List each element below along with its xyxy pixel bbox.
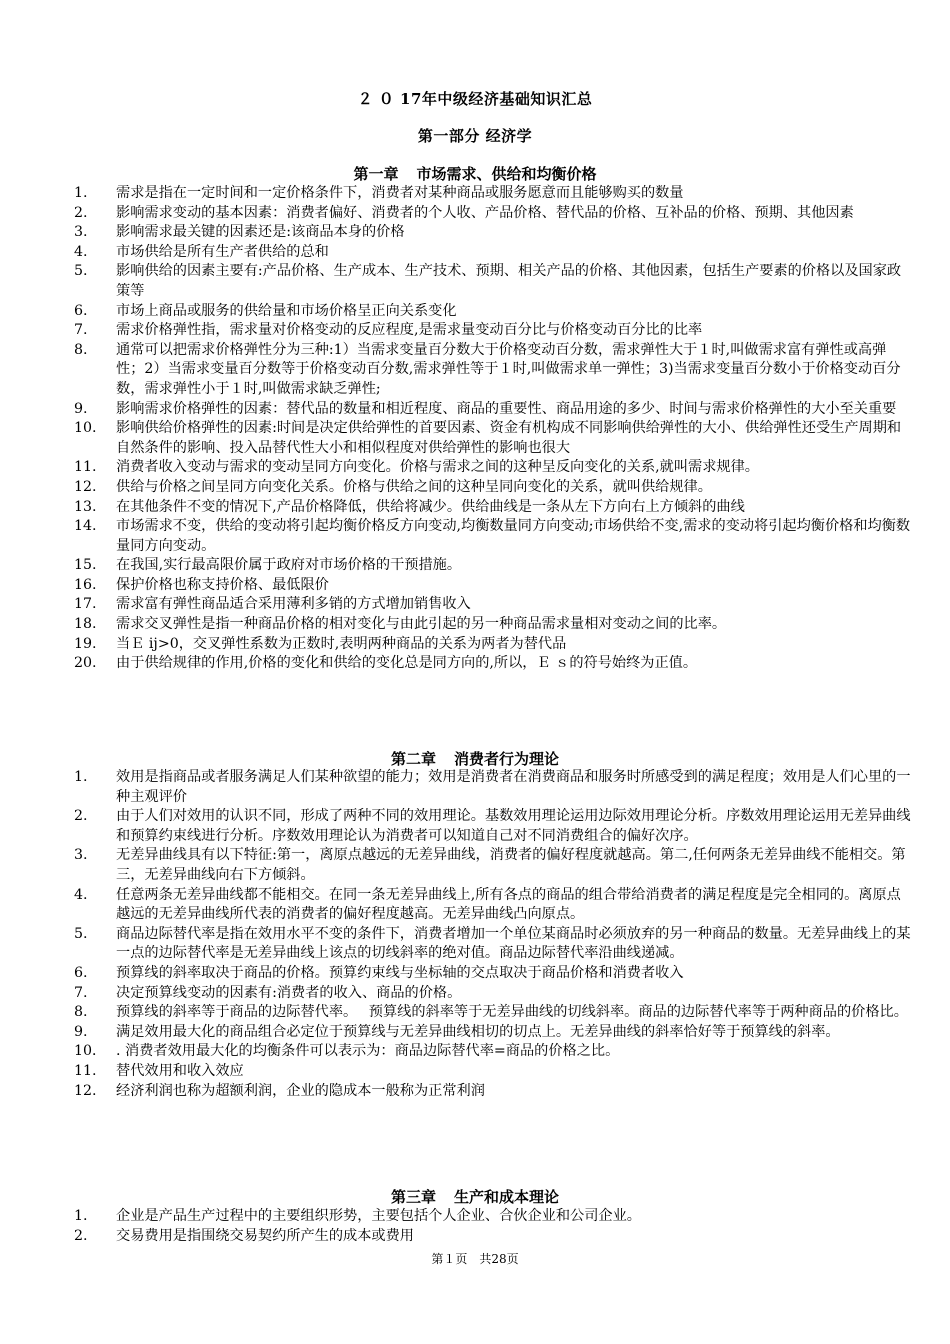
list-item <box>74 1062 914 1082</box>
list-item <box>74 517 914 556</box>
item-number: 12. <box>74 1082 97 1099</box>
item-number: 10. <box>74 420 97 437</box>
item-text: 效用是指商品或者服务满足人们某种欲望的能力；效用是消费者在消费商品和服务时所感受到的满足程度；效用是人们心里的一种主观评价 <box>116 769 911 805</box>
item-text: 通常可以把需求价格弹性分为三种:1）当需求变量百分数大于价格变动百分数，需求弹性大于１时,叫做需求富有弹性或高弹性；2）当需求变量百分数等于价格变动百分数,需求弹性等于１时,叫做需求单一弹性；3)当需求变量百分数小于价格变动百分数，需求弹性小于１时,叫做需求缺乏弹性; <box>116 341 901 397</box>
list-item <box>74 1082 914 1102</box>
list-item <box>74 204 914 224</box>
item-number: 9. <box>74 400 88 417</box>
list-item <box>74 498 914 518</box>
list-item <box>74 1227 914 1247</box>
item-number: 16. <box>74 576 97 593</box>
list-item <box>74 1003 914 1023</box>
list-item <box>74 458 914 478</box>
item-number: 1. <box>74 769 88 785</box>
item-text: 需求富有弹性商品适合采用薄利多销的方式增加销售收入 <box>116 596 471 613</box>
item-text: 市场供给是所有生产者供给的总和 <box>116 243 329 260</box>
chapter-title: 市场需求、供给和均衡价格 <box>416 165 597 183</box>
document-title: ２ ０ 17年中级经济基础知识汇总 <box>357 90 593 108</box>
chapter-label: 第二章 <box>390 750 436 768</box>
chapter-label: 第一章 <box>353 165 399 183</box>
item-text: 需求交叉弹性是指一种商品价格的相对变化与由此引起的另一种商品需求量相对变动之间的比率。 <box>116 616 727 633</box>
list-item <box>74 1023 914 1043</box>
item-number: 11. <box>74 459 97 476</box>
item-number: 12. <box>74 478 97 495</box>
item-number: 6. <box>74 964 88 981</box>
list-item <box>74 1042 914 1062</box>
item-number: 4. <box>74 886 88 903</box>
item-number: 1. <box>74 1208 88 1224</box>
item-text: 市场上商品或服务的供给量和市场价格呈正向关系变化 <box>116 302 457 319</box>
chapter-label: 第三章 <box>390 1188 436 1206</box>
list-item <box>74 184 914 204</box>
item-number: 17. <box>74 596 97 613</box>
list-item <box>74 556 914 576</box>
list-item <box>74 262 914 301</box>
item-number: 9. <box>74 1023 88 1040</box>
item-number: 2. <box>74 808 88 825</box>
item-text: 影响需求价格弹性的因素：替代品的数量和相近程度、商品的重要性、商品用途的多少、时间与需求价格弹性的大小至关重要 <box>116 400 897 417</box>
item-text: 满足效用最大化的商品组合必定位于预算线与无差异曲线相切的切点上。无差异曲线的斜率恰好等于预算线的斜率。 <box>116 1023 840 1040</box>
item-text: 在我国,实行最高限价属于政府对市场价格的干预措施。 <box>116 557 462 574</box>
list-item <box>74 846 914 885</box>
item-text: 需求是指在一定时间和一定价格条件下，消费者对某种商品或服务愿意而且能够购买的数量 <box>116 185 684 201</box>
chapter-3-list <box>74 1207 914 1246</box>
item-text: 市场需求不变，供给的变动将引起均衡价格反方向变动,均衡数量同方向变动;市场供给不变,需求的变动将引起均衡价格和均衡数量同方向变动。 <box>116 518 911 554</box>
item-number: 1. <box>74 185 88 201</box>
list-item <box>74 478 914 498</box>
item-number: 4. <box>74 243 88 260</box>
list-item <box>74 400 914 420</box>
page-footer: 第１页 共28页 <box>431 1252 519 1266</box>
list-item <box>74 635 914 655</box>
item-number: 3. <box>74 847 88 864</box>
item-text: 预算线的斜率取决于商品的价格。预算约束线与坐标轴的交点取决于商品价格和消费者收入 <box>116 964 684 981</box>
item-text: 无差异曲线具有以下特征:第一，离原点越远的无差异曲线，消费者的偏好程度就越高。第二,任何两条无差异曲线不能相交。第三，无差异曲线向右下方倾斜。 <box>116 847 906 883</box>
item-number: 5. <box>74 925 88 942</box>
chapter-title: 生产和成本理论 <box>454 1188 560 1206</box>
item-number: 8. <box>74 1004 88 1021</box>
item-number: 3. <box>74 224 88 241</box>
item-text: 决定预算线变动的因素有:消费者的收入、商品的价格。 <box>116 984 462 1001</box>
item-text: 供给与价格之间呈同方向变化关系。价格与供给之间的这种呈同向变化的关系，就叫供给规律。 <box>116 478 712 495</box>
item-text: 消费者收入变动与需求的变动呈同方向变化。价格与需求之间的这种呈反向变化的关系,就叫需求规律。 <box>116 459 759 476</box>
item-text: 影响需求最关键的因素还是:该商品本身的价格 <box>116 224 405 241</box>
list-item <box>74 576 914 596</box>
item-text: 在其他条件不变的情况下,产品价格降低，供给将减少。供给曲线是一条从左下方向右上方倾斜的曲线 <box>116 498 745 515</box>
list-item <box>74 595 914 615</box>
item-number: 11. <box>74 1062 97 1079</box>
chapter-2-list <box>74 768 914 1101</box>
item-number: 10． <box>74 1043 107 1060</box>
item-number: 8. <box>74 341 88 358</box>
item-text: 影响供给的因素主要有:产品价格、生产成本、生产技术、预期、相关产品的价格、其他因素，包括生产要素的价格以及国家政策等 <box>116 263 902 299</box>
item-text: 需求价格弹性指，需求量对价格变动的反应程度,是需求量变动百分比与价格变动百分比的比率 <box>116 322 703 339</box>
item-number: 19. <box>74 635 97 652</box>
item-number: 2. <box>74 1227 88 1244</box>
chapter-heading <box>0 748 950 769</box>
list-item <box>74 243 914 263</box>
item-text: 商品边际替代率是指在效用水平不变的条件下，消费者增加一个单位某商品时必须放弃的另一种商品的数量。无差异曲线上的某一点的边际替代率是无差异曲线上该点的切线斜率的绝对值。商品边际替代率沿曲线递减。 <box>116 925 911 962</box>
list-item <box>74 302 914 322</box>
chapter-1-list <box>74 184 914 674</box>
list-item <box>74 615 914 635</box>
item-number: 7. <box>74 984 88 1001</box>
item-number: 7. <box>74 322 88 339</box>
chapter-heading <box>0 1186 950 1207</box>
item-text: 预算线的斜率等于商品的边际替代率。 预算线的斜率等于无差异曲线的切线斜率。商品的边际替代率等于两种商品的价格比。 <box>116 1004 908 1021</box>
item-text: 由于供给规律的作用,价格的变化和供给的变化总是同方向的,所以，Ｅ ｓ的符号始终为正值。 <box>116 655 698 672</box>
item-number: 5. <box>74 263 88 280</box>
item-number: 18. <box>74 616 97 633</box>
item-number: 2. <box>74 204 88 221</box>
item-text: 当Ｅ ij>0，交叉弹性系数为正数时,表明两种商品的关系为两者为替代品 <box>116 635 567 652</box>
list-item <box>74 654 914 674</box>
chapter-title: 消费者行为理论 <box>454 750 560 768</box>
list-item <box>74 223 914 243</box>
item-number: 13. <box>74 498 97 515</box>
item-text: 由于人们对效用的认识不同，形成了两种不同的效用理论。基数效用理论运用边际效用理论分析。序数效用理论运用无差异曲线和预算约束线进行分析。序数效用理论认为消费者可以知道自己对不同消费组合的偏好次序。 <box>116 808 911 844</box>
list-item <box>74 1207 914 1227</box>
list-item <box>74 984 914 1004</box>
item-text: 任意两条无差异曲线都不能相交。在同一条无差异曲线上,所有各点的商品的组合带给消费者的满足程度是完全相同的。离原点越远的无差异曲线所代表的消费者的偏好程度越高。无差异曲线凸向原点。 <box>116 886 901 923</box>
item-text: 替代效用和收入效应 <box>116 1062 244 1079</box>
list-item <box>74 964 914 984</box>
item-number: 20. <box>74 655 97 672</box>
list-item <box>74 341 914 400</box>
item-text: 影响供给价格弹性的因素:时间是决定供给弹性的首要因素、资金有机构成不同影响供给弹性的大小、供给弹性还受生产周期和自然条件的影响、投入品替代性大小和相似程度对供给弹性的影响也很大 <box>116 420 902 456</box>
item-text: 影响需求变动的基本因素：消费者偏好、消费者的个人收、产品价格、替代品的价格、互补品的价格、预期、其他因素 <box>116 204 854 221</box>
item-text: . 消费者效用最大化的均衡条件可以表示为：商品边际替代率=商品的价格之比。 <box>116 1043 620 1060</box>
list-item <box>74 419 914 458</box>
list-item <box>74 768 914 807</box>
item-text: 交易费用是指围绕交易契约所产生的成本或费用 <box>116 1227 414 1244</box>
item-number: 14. <box>74 518 97 535</box>
list-item <box>74 886 914 925</box>
list-item <box>74 321 914 341</box>
item-number: 15. <box>74 557 97 574</box>
part-title: 第一部分 经济学 <box>417 127 533 145</box>
list-item <box>74 807 914 846</box>
item-text: 企业是产品生产过程中的主要组织形势，主要包括个人企业、合伙企业和公司企业。 <box>116 1208 641 1224</box>
list-item <box>74 925 914 964</box>
item-text: 保护价格也称支持价格、最低限价 <box>116 576 329 593</box>
item-number: 6. <box>74 302 88 319</box>
chapter-heading <box>0 163 950 184</box>
item-text: 经济利润也称为超额利润，企业的隐成本一般称为正常利润 <box>116 1082 485 1099</box>
